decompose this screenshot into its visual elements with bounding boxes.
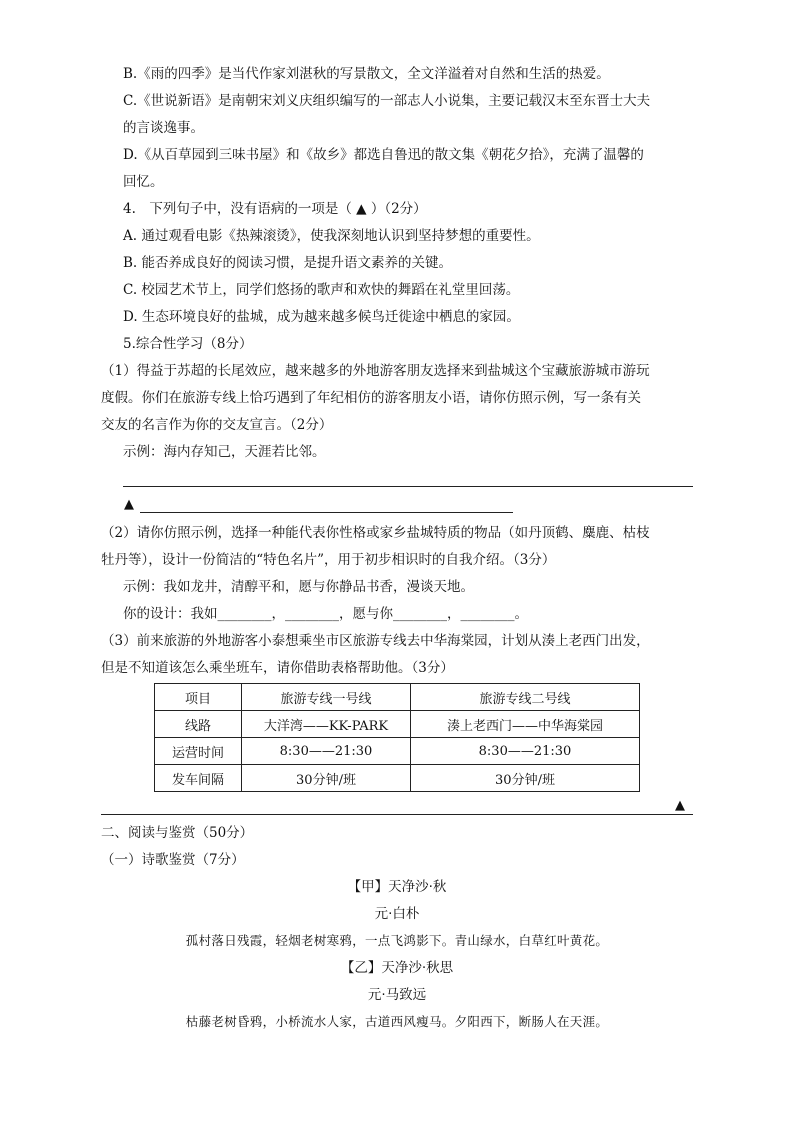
section-2-part1-heading: （一）诗歌鉴赏（7分） [101, 852, 245, 868]
answer-line-1[interactable] [123, 486, 693, 487]
poem-yi-text: 枯藤老树昏鸦，小桥流水人家，古道西风瘦马。夕阳西下，断肠人在天涯。 [185, 1014, 609, 1029]
option-c-line1: C.《世说新语》是南朝宋刘义庆组织编写的一部志人小说集，主要记载汉末至东晋士大夫 [123, 93, 651, 109]
q5-part1-line2: 度假。你们在旅游专线上恰巧遇到了年纪相仿的游客朋友小语，请你仿照示例，写一条有关 [101, 390, 641, 406]
question-4-option-a: A. 通过观看电影《热辣滚烫》，使我深刻地认识到坚持梦想的重要性。 [123, 228, 540, 244]
option-d-line1: D.《从百草园到三味书屋》和《故乡》都选自鲁迅的散文集《朝花夕拾》，充满了温馨的 [123, 147, 644, 163]
q5-part2-line1: （2）请你仿照示例，选择一种能代表你性格或家乡盐城特质的物品（如丹顶鹤、麋鹿、枯枝 [101, 525, 650, 541]
table-cell: 运营时间 [155, 738, 242, 765]
section-2-heading: 二、阅读与鉴赏（50分） [101, 825, 254, 841]
table-cell: 30分钟/班 [242, 765, 411, 792]
q5-part1-line1: （1）得益于苏超的长尾效应，越来越多的外地游客朋友选择来到盐城这个宝藏旅游城市游玩 [101, 363, 650, 379]
bus-route-table [154, 683, 640, 792]
question-4-option-b: B. 能否养成良好的阅读习惯，是提升语文素养的关键。 [123, 255, 453, 271]
table-row [155, 765, 640, 792]
table-cell: 线路 [155, 711, 242, 738]
answer-line-3[interactable] [101, 814, 693, 815]
table-cell: 旅游专线二号线 [411, 684, 640, 711]
option-c-line2: 的言谈逸事。 [123, 120, 204, 136]
table-cell: 湊上老西门——中华海棠园 [411, 711, 640, 738]
answer-mark-triangle: ▲ [124, 497, 134, 512]
poem-jia-title: 【甲】天净沙·秋 [347, 879, 447, 895]
table-cell: 项目 [155, 684, 242, 711]
poem-jia-text: 孤村落日残霞，轻烟老树寒鸦，一点飞鸿影下。青山绿水，白草红叶黄花。 [185, 933, 609, 948]
table-cell: 大洋湾——KK-PARK [242, 711, 411, 738]
question-4: 4. 下列句子中，没有语病的一项是（ ▲ ）（2分） [123, 201, 427, 217]
q5-part1-example: 示例：海内存知己，天涯若比邻。 [123, 444, 326, 460]
table-row [155, 738, 640, 765]
poem-jia-author: 元·白朴 [374, 906, 420, 922]
q5-part2-design-blanks[interactable]: 你的设计：我如________，________，愿与你________，________。 [123, 606, 528, 622]
q5-part2-line2: 牡丹等），设计一份简洁的“特色名片”，用于初步相识时的自我介绍。（3分） [101, 552, 556, 568]
option-d-line2: 回忆。 [123, 174, 164, 190]
q5-part3-line2: 但是不知道该怎么乘坐班车，请你借助表格帮助他。（3分） [101, 660, 454, 676]
answer-line-2[interactable] [140, 512, 513, 513]
q5-part2-example: 示例：我如龙井，清醇平和，愿与你静品书香，漫谈天地。 [123, 579, 474, 595]
table-cell: 8:30——21:30 [411, 738, 640, 765]
table-cell: 发车间隔 [155, 765, 242, 792]
question-4-option-d: D. 生态环境良好的盐城，成为越来越多候鸟迁徙途中栖息的家园。 [123, 309, 520, 325]
q5-part1-line3: 交友的名言作为你的交友宣言。（2分） [101, 417, 333, 433]
table-cell: 旅游专线一号线 [242, 684, 411, 711]
question-5-heading: 5.综合性学习（8分） [123, 336, 253, 352]
table-cell: 8:30——21:30 [242, 738, 411, 765]
option-b: B.《雨的四季》是当代作家刘湛秋的写景散文，全文洋溢着对自然和生活的热爱。 [123, 66, 610, 82]
answer-mark-triangle-2: ▲ [675, 798, 685, 813]
question-4-option-c: C. 校园艺术节上，同学们悠扬的歌声和欢快的舞蹈在礼堂里回荡。 [123, 282, 520, 298]
q5-part3-line1: （3）前来旅游的外地游客小泰想乘坐市区旅游专线去中华海棠园，计划从湊上老西门出发， [101, 633, 650, 649]
poem-yi-author: 元·马致远 [367, 987, 427, 1003]
table-row [155, 711, 640, 738]
table-cell: 30分钟/班 [411, 765, 640, 792]
table-row [155, 684, 640, 711]
poem-yi-title: 【乙】天净沙·秋思 [340, 960, 454, 976]
